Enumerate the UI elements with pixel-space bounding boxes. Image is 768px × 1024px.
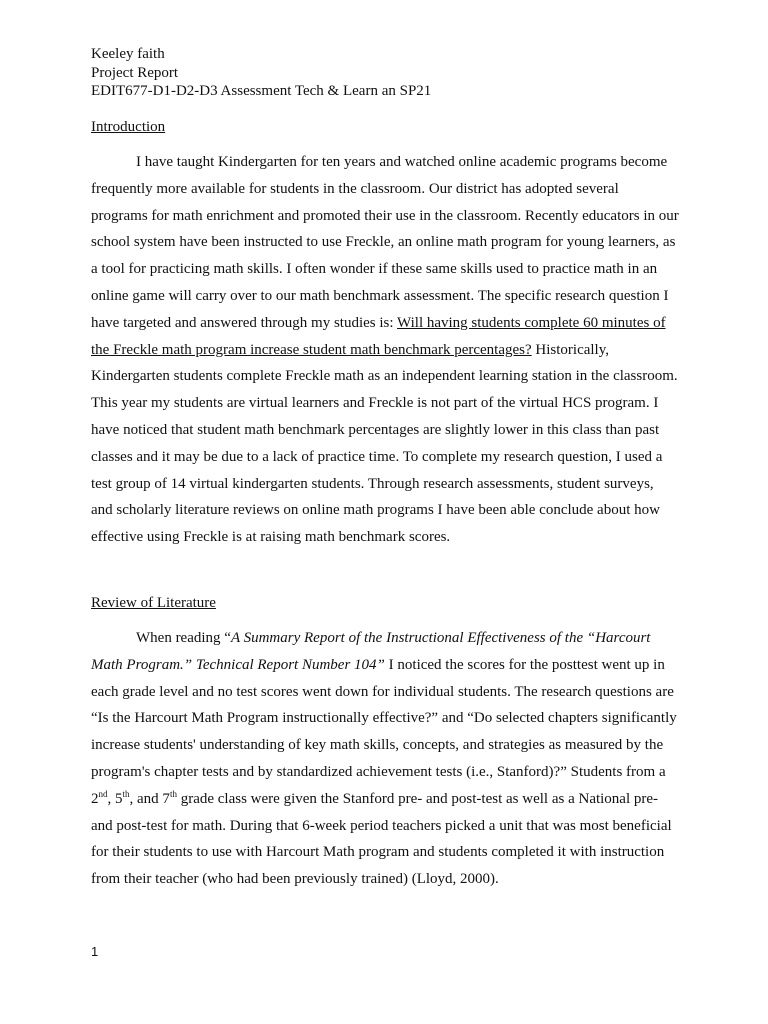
lit-sep1: , 5 [107, 790, 123, 807]
lit-text-mid: I noticed the scores for the posttest went up in each grade level and no test scores went down for individual students. The research questions are “Is the Harcourt Math Program instructionally effective?” and “Do selected chapters significantly increase students' understanding of key math skills, concepts, and strategies as measured by the program's chapter tests and by standardized achievement tests (i.e., Stanford)?” Students from a 2 [91, 656, 677, 807]
superscript-th-1: th [122, 788, 130, 799]
introduction-paragraph [91, 149, 679, 551]
lit-sep2: , and 7 [129, 790, 170, 807]
lit-text-start: When reading “ [136, 630, 231, 646]
research-question: Will having students complete 60 minutes of the Freckle math program increase student math benchmark percentages? [91, 314, 666, 358]
lit-text-end: grade class were given the Stanford pre- and post-test as well as a National pre- and post-test for math. During that 6-week period teachers picked a unit that was most beneficial for their students to use with Harcourt Math program and students completed it with instruction from their teacher (who had been previously trained) (Lloyd, 2000). [91, 790, 672, 888]
superscript-th-2: th [169, 788, 177, 799]
page-number: 1 [91, 944, 99, 959]
course-title: EDIT677-D1-D2-D3 Assessment Tech & Learn an SP21 [91, 83, 432, 99]
author-name: Keeley faith [91, 46, 165, 62]
document-type: Project Report [91, 64, 179, 81]
superscript-nd: nd [98, 788, 108, 799]
introduction-heading: Introduction [91, 119, 166, 135]
intro-text-part1: I have taught Kindergarten for ten years and watched online academic programs become frequently more available for students in the classroom. Our district has adopted several programs for math enrichment and promoted their use in the classroom. Recently educators in our school system have been instructed to use Freckle, an online math program for young learners, as a tool for practicing math skills. I often wonder if these same skills used to practice math in an online game will carry over to our math benchmark assessment. The specific research question I have targeted and answered through my studies is: [91, 154, 679, 331]
literature-paragraph [91, 625, 679, 893]
document-header [91, 45, 431, 101]
intro-text-part2: Historically, Kindergarten students complete Freckle math as an independent learning station in the classroom. This year my students are virtual learners and Freckle is not part of the virtual HCS program. I have noticed that student math benchmark percentages are slightly lower in this class than past classes and it may be due to a lack of practice time. To complete my research question, I used a test group of 14 virtual kindergarten students. Through research assessments, student surveys, and scholarly literature reviews on online math programs I have been able conclude about how effective using Freckle is at raising math benchmark scores. [91, 341, 678, 546]
literature-heading: Review of Literature [91, 595, 216, 611]
report-title: A Summary Report of the Instructional Effectiveness of the “Harcourt Math Program.” Technical Report Number 104” [91, 630, 651, 673]
